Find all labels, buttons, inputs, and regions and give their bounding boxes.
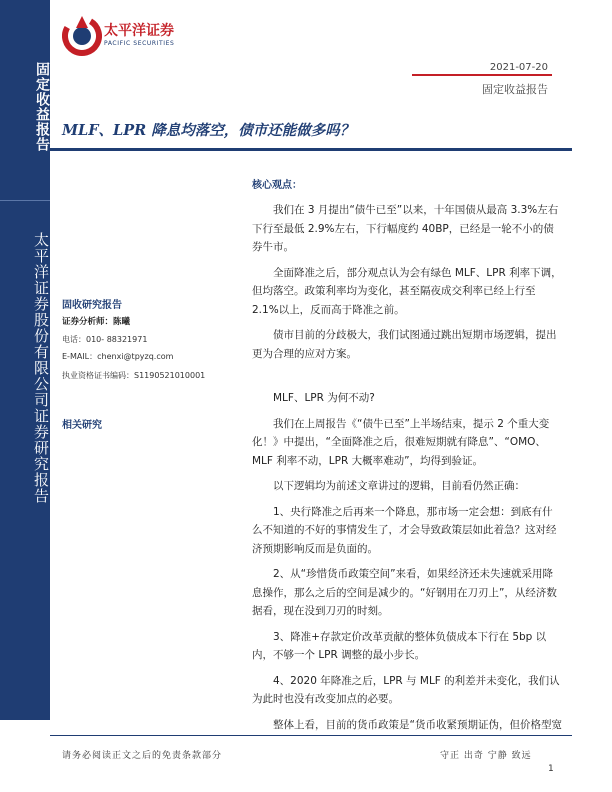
body-paragraph: 整体上看，目前的货币政策是“货币收紧预期证伪，但价格型宽 — [273, 718, 562, 731]
body-paragraph: 以下逻辑均为前述文章讲过的逻辑，目前看仍然正确： — [273, 480, 525, 492]
footer-motto: 守正 出奇 宁静 致远 — [440, 751, 532, 761]
date-rule — [412, 74, 552, 76]
phone-row — [62, 334, 147, 345]
phone-label: 电话： — [62, 335, 86, 344]
body-paragraph: 3、降准+存款定价改革贡献的整体负债成本下行在 5bp 以内，不够一个 LPR 调整的最小步长。 — [252, 630, 547, 661]
email-label: E-MAIL： — [62, 352, 98, 361]
sidebar-category: 固定收益报告 — [34, 62, 50, 152]
email-link[interactable]: chenxi@tpyzq.com — [97, 352, 174, 361]
page-title: MLF、LPR 降息均落空，债市还能做多吗？ — [62, 122, 355, 139]
body-paragraph: 2、从“珍惜货币政策空间”来看，如果经济还未失速就采用降息操作，那么之后的空间是减少的。“好钢用在刀刃上”，从经济数据看，现在没到刀刃的时刻。 — [252, 568, 557, 617]
core-viewpoints — [252, 201, 562, 363]
logo-text-en: PACIFIC SECURITIES — [104, 40, 175, 47]
title-rule — [50, 148, 572, 151]
footer-disclaimer: 请务必阅读正文之后的免责条款部分 — [62, 751, 223, 761]
license-value: S1190521010001 — [134, 371, 206, 380]
footer-rule — [50, 735, 572, 736]
body-paragraph: 1、央行降准之后再来一个降息，那市场一定会想：到底有什么不知道的不好的事情发生了，才会导致政策层如此着急？这对经济预期影响反而是负面的。 — [252, 505, 557, 555]
license-label: 执业资格证书编码： — [62, 371, 134, 380]
core-viewpoint-label: 核心观点： — [252, 180, 302, 191]
related-research-label: 相关研究 — [62, 420, 102, 431]
analyst-row — [62, 315, 130, 327]
page-number: 1 — [548, 764, 554, 774]
logo-text-cn: 太平洋证券 — [104, 23, 174, 39]
body-paragraph: 我们在上周报告《“债牛已至”上半场结束，提示 2 个重大变化！》中提出，“全面降准之后，很难短期就有降息”、“OMO、MLF 利率不动，LPR 大概率难动”，均得到验证。 — [252, 417, 550, 467]
email-row — [62, 351, 173, 362]
license-row — [62, 370, 205, 381]
report-category: 固定收益报告 — [482, 83, 548, 96]
body-paragraph: 4、2020 年降准之后，LPR 与 MLF 的利差并未变化，我们认为此时也没有改变加点的必要。 — [252, 674, 560, 705]
main-body — [252, 389, 562, 734]
core-paragraph: 债市目前的分歧极大，我们试图通过跳出短期市场逻辑，提出更为合理的应对方案。 — [252, 329, 557, 360]
core-paragraph: 我们在 3 月提出“债牛已至”以来，十年国债从最高 3.3%左右下行至最低 2.9%左右，下行幅度约 40BP，已经是一轮不小的债券牛市。 — [252, 204, 559, 253]
phone-value: 010- 88321971 — [86, 335, 148, 344]
sidebar-divider — [0, 200, 50, 201]
core-paragraph: 全面降准之后，部分观点认为会有绿色 MLF、LPR 利率下调，但均落空。政策利率均为变化，甚至隔夜成交利率已经上行至 2.1%以上，反而高于降准之前。 — [252, 266, 562, 316]
company-logo-icon — [62, 12, 102, 58]
analyst-name: 陈曦 — [113, 317, 131, 327]
report-type-label: 固收研究报告 — [62, 300, 122, 311]
sidebar-firm: 太平洋证券股份有限公司证券研究报告 — [32, 232, 50, 504]
sidebar — [0, 0, 50, 720]
section-heading: MLF、LPR 为何不动? — [273, 392, 375, 404]
report-date: 2021-07-20 — [489, 62, 548, 73]
analyst-label: 证券分析师： — [62, 317, 114, 327]
